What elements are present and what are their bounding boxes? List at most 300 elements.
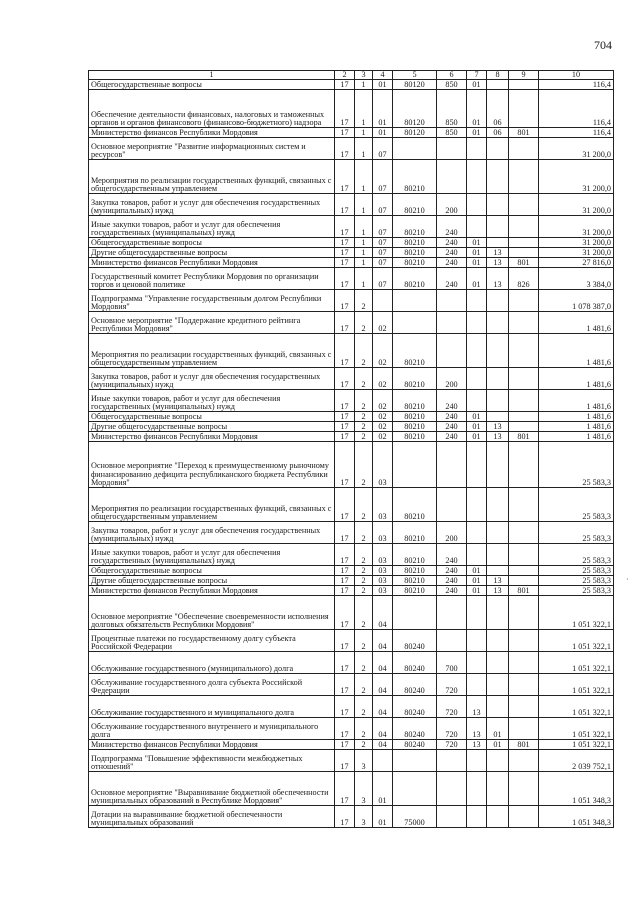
cell-gp: 17: [335, 160, 355, 194]
cell-name: Обслуживание государственного (муниципального) долга: [89, 652, 335, 674]
cell-gp: 17: [335, 412, 355, 422]
cell-rz: 13: [467, 740, 487, 750]
cell-gr: [509, 522, 539, 544]
table-row: [89, 90, 614, 128]
table-row: [89, 522, 614, 544]
cell-vr: 240: [437, 544, 467, 566]
cell-pr: [487, 652, 509, 674]
cell-gr: [509, 442, 539, 488]
cell-vr: 720: [437, 740, 467, 750]
cell-pr: [487, 216, 509, 238]
cell-vr: 700: [437, 652, 467, 674]
cell-pp: 2: [355, 390, 373, 412]
cell-pp: 3: [355, 772, 373, 806]
cell-rz: 01: [467, 248, 487, 258]
cell-vr: 240: [437, 268, 467, 290]
cell-pp: 1: [355, 258, 373, 268]
cell-om: 02: [373, 432, 393, 442]
cell-sum: 116,4: [539, 80, 614, 90]
cell-gp: 17: [335, 368, 355, 390]
cell-name: Мероприятия по реализации государственных функций, связанных с общегосударственным управлением: [89, 488, 335, 522]
cell-om: 07: [373, 238, 393, 248]
cell-pr: 13: [487, 422, 509, 432]
cell-pp: 3: [355, 750, 373, 772]
table-row: [89, 740, 614, 750]
cell-sum: 27 816,0: [539, 258, 614, 268]
table-row: [89, 290, 614, 312]
cell-pp: 2: [355, 596, 373, 630]
cell-om: 03: [373, 442, 393, 488]
cell-pr: 13: [487, 432, 509, 442]
cell-om: 03: [373, 576, 393, 586]
cell-vr: [437, 750, 467, 772]
cell-rz: 01: [467, 412, 487, 422]
cell-vr: [437, 806, 467, 828]
cell-sum: 1 051 348,3: [539, 772, 614, 806]
cell-pp: 1: [355, 238, 373, 248]
cell-gr: [509, 488, 539, 522]
cell-gp: 17: [335, 718, 355, 740]
cell-om: 01: [373, 80, 393, 90]
cell-pr: [487, 522, 509, 544]
cell-dir: 80210: [393, 390, 437, 412]
cell-name: Основное мероприятие "Переход к преимущественному рыночному финансированию дефицита республиканского бюджета Республики Мордовия": [89, 442, 335, 488]
cell-name: Основное мероприятие "Развитие информационных систем и ресурсов": [89, 138, 335, 160]
cell-pp: 2: [355, 368, 373, 390]
cell-name: Другие общегосударственные вопросы: [89, 576, 335, 586]
cell-pr: [487, 750, 509, 772]
cell-vr: 240: [437, 238, 467, 248]
cell-pp: 2: [355, 522, 373, 544]
cell-dir: 80210: [393, 368, 437, 390]
cell-gr: [509, 544, 539, 566]
cell-vr: [437, 312, 467, 334]
cell-om: 04: [373, 652, 393, 674]
cell-om: 02: [373, 368, 393, 390]
cell-name: Обслуживание государственного внутреннего и муниципального долга: [89, 718, 335, 740]
cell-gr: 801: [509, 740, 539, 750]
cell-rz: [467, 630, 487, 652]
cell-gr: [509, 160, 539, 194]
cell-gp: 17: [335, 442, 355, 488]
column-header: 9: [509, 71, 539, 80]
cell-vr: 850: [437, 90, 467, 128]
cell-gr: [509, 90, 539, 128]
cell-dir: [393, 772, 437, 806]
cell-gr: [509, 596, 539, 630]
cell-gp: 17: [335, 596, 355, 630]
cell-om: 03: [373, 544, 393, 566]
cell-dir: 80210: [393, 160, 437, 194]
cell-dir: 80240: [393, 718, 437, 740]
cell-gp: 17: [335, 586, 355, 596]
table-row: [89, 544, 614, 566]
cell-gr: 801: [509, 586, 539, 596]
cell-vr: 720: [437, 718, 467, 740]
cell-sum: 25 583,3: [539, 522, 614, 544]
cell-rz: 01: [467, 586, 487, 596]
cell-pr: 13: [487, 576, 509, 586]
cell-gp: 17: [335, 80, 355, 90]
cell-sum: 25 583,3: [539, 488, 614, 522]
table-row: [89, 674, 614, 696]
cell-pr: [487, 674, 509, 696]
cell-gr: [509, 216, 539, 238]
cell-gp: 17: [335, 290, 355, 312]
table-row: [89, 368, 614, 390]
cell-rz: [467, 138, 487, 160]
cell-rz: [467, 652, 487, 674]
cell-name: Иные закупки товаров, работ и услуг для обеспечения государственных (муниципальных) нужд: [89, 390, 335, 412]
cell-gr: 801: [509, 128, 539, 138]
cell-om: 07: [373, 258, 393, 268]
cell-dir: 80120: [393, 80, 437, 90]
cell-pr: [487, 312, 509, 334]
cell-dir: [393, 138, 437, 160]
cell-pp: 2: [355, 696, 373, 718]
cell-rz: [467, 312, 487, 334]
cell-gp: 17: [335, 652, 355, 674]
cell-gp: 17: [335, 248, 355, 258]
cell-name: Мероприятия по реализации государственных функций, связанных с общегосударственным управлением: [89, 160, 335, 194]
table-row: [89, 194, 614, 216]
cell-vr: 240: [437, 390, 467, 412]
cell-rz: 13: [467, 718, 487, 740]
cell-om: 01: [373, 806, 393, 828]
cell-name: Государственный комитет Республики Мордовия по организации торгов и ценовой политике: [89, 268, 335, 290]
cell-dir: 80210: [393, 412, 437, 422]
cell-name: Основное мероприятие "Обеспечение своевременности исполнения долговых обязательств Республики Мордовия": [89, 596, 335, 630]
table-row: [89, 772, 614, 806]
cell-pp: 2: [355, 718, 373, 740]
cell-om: 03: [373, 488, 393, 522]
cell-pr: [487, 238, 509, 248]
column-header: 5: [393, 71, 437, 80]
cell-pp: 2: [355, 312, 373, 334]
cell-name: Закупка товаров, работ и услуг для обеспечения государственных (муниципальных) нужд: [89, 522, 335, 544]
table-row: [89, 160, 614, 194]
cell-name: Иные закупки товаров, работ и услуг для обеспечения государственных (муниципальных) нужд: [89, 544, 335, 566]
cell-dir: 80240: [393, 696, 437, 718]
cell-rz: [467, 390, 487, 412]
cell-om: 04: [373, 740, 393, 750]
cell-dir: 80210: [393, 248, 437, 258]
cell-pp: 1: [355, 248, 373, 258]
cell-name: Общегосударственные вопросы: [89, 238, 335, 248]
column-header: 10: [539, 71, 614, 80]
cell-gr: [509, 750, 539, 772]
cell-om: 03: [373, 586, 393, 596]
cell-dir: 80210: [393, 238, 437, 248]
table-row: [89, 750, 614, 772]
cell-dir: 80210: [393, 258, 437, 268]
cell-om: 04: [373, 630, 393, 652]
cell-vr: 200: [437, 522, 467, 544]
cell-gp: 17: [335, 630, 355, 652]
cell-gp: 17: [335, 390, 355, 412]
cell-vr: 240: [437, 432, 467, 442]
cell-vr: 720: [437, 696, 467, 718]
cell-dir: 80240: [393, 652, 437, 674]
cell-sum: 1 051 348,3: [539, 806, 614, 828]
cell-gr: [509, 674, 539, 696]
cell-gr: [509, 422, 539, 432]
cell-pp: 2: [355, 422, 373, 432]
table-row: [89, 488, 614, 522]
cell-pp: 1: [355, 90, 373, 128]
cell-gp: 17: [335, 216, 355, 238]
cell-gr: [509, 696, 539, 718]
cell-om: 04: [373, 674, 393, 696]
cell-vr: [437, 488, 467, 522]
cell-pp: 2: [355, 630, 373, 652]
cell-om: 02: [373, 422, 393, 432]
cell-sum: 1 078 387,0: [539, 290, 614, 312]
cell-vr: [437, 334, 467, 368]
cell-om: [373, 290, 393, 312]
cell-om: 07: [373, 138, 393, 160]
cell-sum: 1 051 322,1: [539, 718, 614, 740]
cell-pp: 2: [355, 674, 373, 696]
cell-pp: 1: [355, 268, 373, 290]
cell-name: Министерство финансов Республики Мордовия: [89, 586, 335, 596]
cell-sum: 25 583,3: [539, 576, 614, 586]
cell-pp: 2: [355, 334, 373, 368]
cell-pr: [487, 368, 509, 390]
table-row: [89, 432, 614, 442]
cell-pr: [487, 596, 509, 630]
cell-sum: 1 481,6: [539, 412, 614, 422]
cell-name: Общегосударственные вопросы: [89, 412, 335, 422]
cell-pp: 2: [355, 586, 373, 596]
cell-rz: [467, 442, 487, 488]
cell-pr: [487, 160, 509, 194]
cell-pp: 2: [355, 442, 373, 488]
table-row: [89, 138, 614, 160]
cell-vr: [437, 160, 467, 194]
cell-rz: [467, 772, 487, 806]
table-row: [89, 576, 614, 586]
cell-rz: 01: [467, 128, 487, 138]
cell-rz: 13: [467, 696, 487, 718]
table-row: [89, 268, 614, 290]
cell-gp: 17: [335, 522, 355, 544]
cell-pr: [487, 696, 509, 718]
cell-gr: [509, 138, 539, 160]
cell-sum: 25 583,3: [539, 544, 614, 566]
cell-sum: 31 200,0: [539, 216, 614, 238]
table-row: [89, 80, 614, 90]
cell-om: 02: [373, 390, 393, 412]
cell-rz: 01: [467, 432, 487, 442]
cell-name: Иные закупки товаров, работ и услуг для обеспечения государственных (муниципальных) нужд: [89, 216, 335, 238]
table-row: [89, 216, 614, 238]
table-row: [89, 334, 614, 368]
cell-dir: 80210: [393, 488, 437, 522]
budget-table: [88, 70, 614, 828]
column-header: 8: [487, 71, 509, 80]
page-number: 704: [594, 38, 612, 52]
table-row: [89, 128, 614, 138]
cell-gr: [509, 566, 539, 576]
cell-sum: 1 051 322,1: [539, 740, 614, 750]
cell-rz: [467, 194, 487, 216]
cell-pp: 2: [355, 740, 373, 750]
cell-vr: 240: [437, 586, 467, 596]
cell-sum: 116,4: [539, 90, 614, 128]
cell-sum: 1 481,6: [539, 432, 614, 442]
cell-gp: 17: [335, 90, 355, 128]
cell-sum: 116,4: [539, 128, 614, 138]
column-header: 6: [437, 71, 467, 80]
cell-gp: 17: [335, 258, 355, 268]
cell-gp: 17: [335, 138, 355, 160]
cell-sum: 1 051 322,1: [539, 652, 614, 674]
table-row: [89, 718, 614, 740]
cell-gr: [509, 238, 539, 248]
table-row: [89, 596, 614, 630]
cell-pr: [487, 772, 509, 806]
cell-pp: 2: [355, 652, 373, 674]
cell-gp: 17: [335, 544, 355, 566]
table-row: [89, 248, 614, 258]
cell-sum: 25 583,3: [539, 586, 614, 596]
cell-pr: [487, 290, 509, 312]
cell-dir: 75000: [393, 806, 437, 828]
cell-om: 01: [373, 772, 393, 806]
cell-pp: 1: [355, 128, 373, 138]
cell-gr: 801: [509, 432, 539, 442]
cell-gr: 826: [509, 268, 539, 290]
cell-gr: [509, 412, 539, 422]
cell-name: Министерство финансов Республики Мордовия: [89, 432, 335, 442]
cell-gp: 17: [335, 696, 355, 718]
cell-gr: [509, 806, 539, 828]
cell-vr: [437, 596, 467, 630]
cell-name: Другие общегосударственные вопросы: [89, 422, 335, 432]
cell-name: Дотации на выравнивание бюджетной обеспеченности муниципальных образований: [89, 806, 335, 828]
cell-gp: 17: [335, 268, 355, 290]
table-row: [89, 422, 614, 432]
cell-vr: [437, 442, 467, 488]
cell-sum: 1 481,6: [539, 312, 614, 334]
cell-name: Обслуживание государственного долга субъекта Российской Федерации: [89, 674, 335, 696]
cell-dir: [393, 312, 437, 334]
cell-vr: [437, 630, 467, 652]
cell-dir: 80120: [393, 90, 437, 128]
cell-sum: 31 200,0: [539, 248, 614, 258]
cell-rz: 01: [467, 566, 487, 576]
cell-rz: [467, 806, 487, 828]
cell-rz: [467, 544, 487, 566]
cell-sum: 1 481,6: [539, 422, 614, 432]
cell-dir: 80240: [393, 630, 437, 652]
cell-pr: 13: [487, 586, 509, 596]
cell-name: Общегосударственные вопросы: [89, 80, 335, 90]
cell-gp: 17: [335, 576, 355, 586]
cell-pp: 2: [355, 544, 373, 566]
cell-sum: 31 200,0: [539, 194, 614, 216]
cell-pr: [487, 630, 509, 652]
cell-pr: [487, 80, 509, 90]
cell-dir: 80210: [393, 586, 437, 596]
cell-dir: [393, 442, 437, 488]
cell-dir: 80210: [393, 432, 437, 442]
cell-pr: [487, 488, 509, 522]
cell-sum: 1 051 322,1: [539, 596, 614, 630]
cell-pr: 01: [487, 740, 509, 750]
cell-pr: [487, 390, 509, 412]
cell-rz: [467, 216, 487, 238]
cell-rz: [467, 290, 487, 312]
cell-gr: [509, 630, 539, 652]
cell-pp: 2: [355, 488, 373, 522]
cell-sum: 1 051 322,1: [539, 674, 614, 696]
cell-gr: [509, 194, 539, 216]
cell-om: 04: [373, 718, 393, 740]
cell-dir: 80210: [393, 268, 437, 290]
cell-sum: 1 481,6: [539, 368, 614, 390]
header-row: [89, 71, 614, 80]
cell-dir: 80210: [393, 576, 437, 586]
cell-rz: 01: [467, 238, 487, 248]
cell-pp: 1: [355, 194, 373, 216]
cell-vr: 240: [437, 566, 467, 576]
cell-pr: [487, 194, 509, 216]
table-body: [89, 80, 614, 828]
cell-sum: 1 051 322,1: [539, 696, 614, 718]
cell-name: Подпрограмма "Повышение эффективности межбюджетных отношений": [89, 750, 335, 772]
table-row: [89, 806, 614, 828]
cell-rz: [467, 488, 487, 522]
cell-pr: [487, 334, 509, 368]
cell-om: 07: [373, 216, 393, 238]
cell-gr: [509, 334, 539, 368]
cell-vr: 850: [437, 80, 467, 90]
cell-pp: 3: [355, 806, 373, 828]
cell-rz: 01: [467, 80, 487, 90]
cell-om: 07: [373, 194, 393, 216]
cell-name: Обслуживание государственного и муниципального долга: [89, 696, 335, 718]
cell-name: Министерство финансов Республики Мордовия: [89, 258, 335, 268]
cell-pr: [487, 138, 509, 160]
cell-dir: 80210: [393, 544, 437, 566]
cell-vr: [437, 138, 467, 160]
cell-om: 03: [373, 522, 393, 544]
cell-vr: [437, 290, 467, 312]
cell-sum: 1 051 322,1: [539, 630, 614, 652]
cell-om: 01: [373, 90, 393, 128]
cell-om: 04: [373, 696, 393, 718]
cell-pr: [487, 566, 509, 576]
cell-sum: 25 583,3: [539, 566, 614, 576]
cell-name: Закупка товаров, работ и услуг для обеспечения государственных (муниципальных) нужд: [89, 194, 335, 216]
cell-dir: 80210: [393, 522, 437, 544]
cell-name: Министерство финансов Республики Мордовия: [89, 128, 335, 138]
cell-vr: 240: [437, 422, 467, 432]
cell-pr: [487, 412, 509, 422]
cell-dir: 80210: [393, 566, 437, 576]
column-header: 1: [89, 71, 335, 80]
cell-pr: 13: [487, 248, 509, 258]
cell-gr: [509, 390, 539, 412]
cell-name: Процентные платежи по государственному долгу субъекта Российской Федерации: [89, 630, 335, 652]
cell-pp: 1: [355, 160, 373, 194]
cell-gr: [509, 248, 539, 258]
cell-rz: [467, 334, 487, 368]
cell-sum: 3 384,0: [539, 268, 614, 290]
cell-sum: 31 200,0: [539, 160, 614, 194]
